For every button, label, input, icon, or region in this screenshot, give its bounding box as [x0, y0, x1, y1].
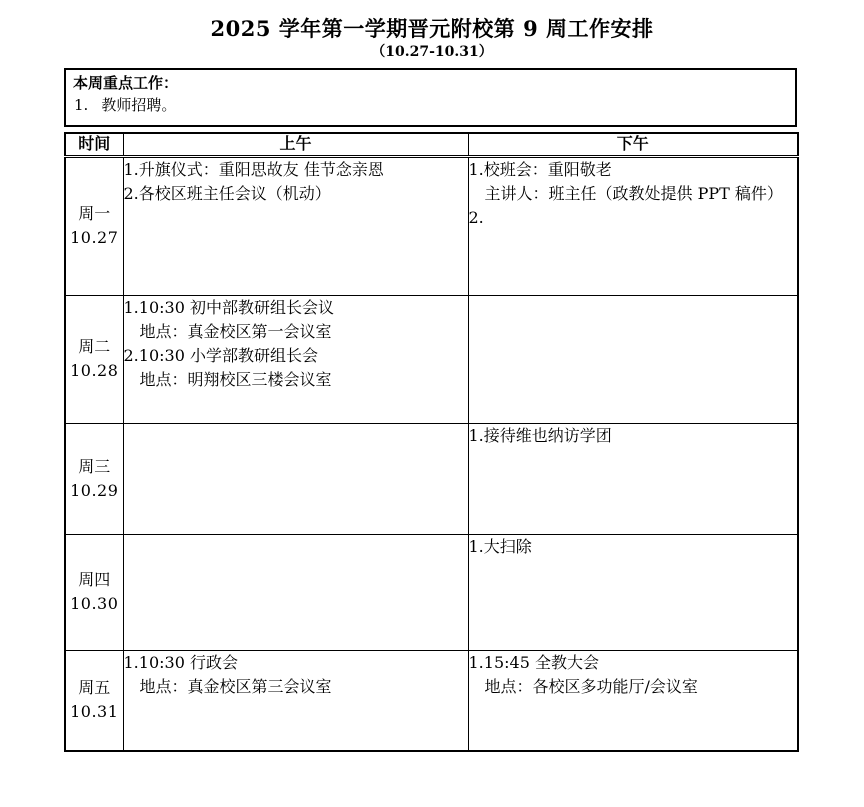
- day-cell: [65, 650, 123, 751]
- afternoon-cell: [468, 295, 798, 423]
- date-label: 10.27: [70, 228, 119, 247]
- day-label: 周一: [78, 204, 111, 223]
- afternoon-cell: [468, 534, 798, 650]
- schedule-line: 1.升旗仪式：重阳思故友 佳节念亲恩: [123, 159, 384, 179]
- weekly-highlights-box: [64, 68, 797, 127]
- table-row-monday: [65, 156, 798, 295]
- schedule-line: 2.各校区班主任会议（机动）: [123, 183, 331, 203]
- schedule-line: 1.校班会：重阳敬老: [468, 159, 612, 179]
- page-subtitle: （10.27-10.31）: [371, 44, 493, 60]
- col-header-time: 时间: [65, 133, 123, 156]
- day-cell: [65, 156, 123, 295]
- schedule-line: 地点：明翔校区三楼会议室: [139, 369, 332, 389]
- schedule-line: 地点：真金校区第一会议室: [139, 321, 332, 341]
- schedule-table: [64, 132, 799, 752]
- date-label: 10.30: [70, 594, 119, 613]
- highlight-item: [73, 94, 788, 116]
- day-label: 周二: [78, 337, 111, 356]
- afternoon-cell: [468, 423, 798, 534]
- col-header-morning: 上午: [123, 133, 468, 156]
- schedule-line: 1.15:45 全教大会: [468, 652, 599, 672]
- morning-cell: [123, 534, 468, 650]
- morning-cell: [123, 650, 468, 751]
- schedule-line: 2.: [468, 207, 484, 227]
- table-row-thursday: [65, 534, 798, 650]
- morning-cell: [123, 295, 468, 423]
- schedule-line: 地点：各校区多功能厅/会议室: [484, 676, 698, 696]
- date-label: 10.28: [70, 361, 119, 380]
- afternoon-cell: [468, 650, 798, 751]
- schedule-line: 主讲人：班主任（政教处提供 PPT 稿件）: [484, 183, 783, 203]
- morning-cell: [123, 423, 468, 534]
- schedule-line: 2.10:30 小学部教研组长会: [123, 345, 318, 365]
- table-row-tuesday: [65, 295, 798, 423]
- highlight-item-text: 教师招聘。: [101, 96, 177, 114]
- table-row-wednesday: [65, 423, 798, 534]
- schedule-line: 1.接待维也纳访学团: [468, 425, 612, 445]
- day-label: 周四: [78, 570, 111, 589]
- schedule-line: 1.10:30 初中部教研组长会议: [123, 297, 334, 317]
- afternoon-cell: [468, 156, 798, 295]
- schedule-line: 1.大扫除: [468, 536, 532, 556]
- document-body: [64, 68, 797, 752]
- day-label: 周五: [78, 678, 111, 698]
- morning-cell: [123, 156, 468, 295]
- day-cell: [65, 423, 123, 534]
- day-label: 周三: [78, 456, 111, 476]
- day-cell: [65, 534, 123, 650]
- table-row-friday: [65, 650, 798, 751]
- col-header-afternoon: 下午: [468, 133, 798, 156]
- schedule-line: 1.10:30 行政会: [123, 652, 238, 672]
- table-header: [65, 133, 798, 156]
- page-title: 2025 学年第一学期晋元附校第 9 周工作安排: [210, 16, 654, 41]
- header-row: [65, 133, 798, 156]
- highlights-heading: 本周重点工作：: [73, 74, 179, 92]
- date-label: 10.29: [70, 480, 119, 500]
- day-cell: [65, 295, 123, 423]
- highlight-item-number: 1.: [74, 96, 89, 114]
- date-label: 10.31: [70, 702, 119, 722]
- schedule-line: 地点：真金校区第三会议室: [139, 676, 332, 696]
